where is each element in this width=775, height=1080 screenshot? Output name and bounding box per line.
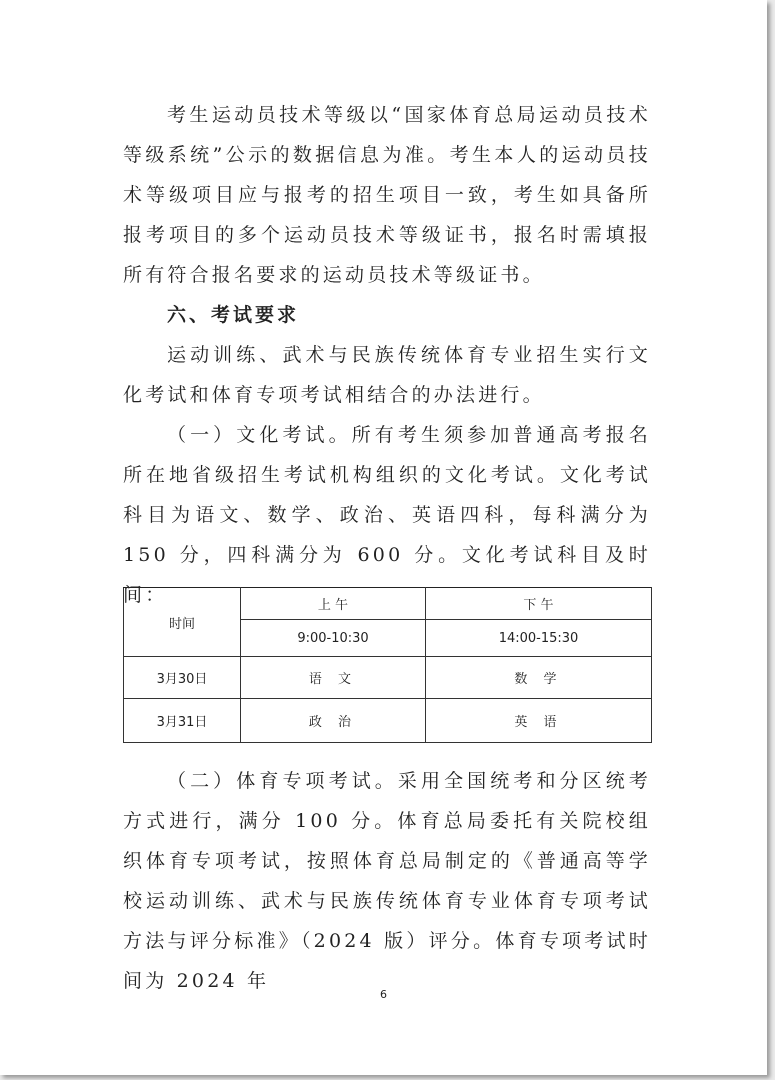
afternoon-time-cell: 14:00-15:30 (426, 620, 652, 657)
paragraph-athlete-level: 考生运动员技术等级以“国家体育总局运动员技术等级系统”公示的数据信息为准。考生本人的运动员技术等级项目应与报考的招生项目一致，考生如具备所报考项目的多个运动员技术等级证书，报名时需填报所有符合报名要求的运动员技术等级证书。 (123, 104, 651, 286)
morning-subject-cell: 语 文 (241, 657, 426, 699)
morning-subject-cell: 政 治 (241, 699, 426, 743)
afternoon-header-cell: 下 午 (426, 588, 652, 620)
table-header-row (124, 588, 652, 620)
date-cell: 3月30日 (124, 657, 241, 699)
afternoon-subject-cell: 英 语 (426, 699, 652, 743)
page-content (123, 95, 651, 1001)
paragraph-sports-exam: （二）体育专项考试。采用全国统考和分区统考方式进行，满分 100 分。体育总局委托有关院校组织体育专项考试，按照体育总局制定的《普通高等学校运动训练、武术与民族传统体育专业体育专项考试方法与评分标准》（2024 版）评分。体育专项考试时间为 2024 年 (123, 770, 651, 992)
exam-schedule-table (123, 587, 652, 743)
afternoon-subject-cell: 数 学 (426, 657, 652, 699)
section-heading-exam-requirements: 六、考试要求 (167, 304, 300, 326)
table-row (124, 657, 652, 699)
date-cell: 3月31日 (124, 699, 241, 743)
paragraph-exam-method: 运动训练、武术与民族传统体育专业招生实行文化考试和体育专项考试相结合的办法进行。 (123, 344, 651, 406)
time-header-cell: 时间 (124, 588, 241, 657)
paragraph-cultural-exam: （一）文化考试。所有考生须参加普通高考报名所在地省级招生考试机构组织的文化考试。文化考试科目为语文、数学、政治、英语四科，每科满分为 150 分，四科满分为 600 分。文化考试科目及时间： (123, 424, 651, 606)
page-number: 6 (380, 988, 387, 1001)
morning-time-cell: 9:00-10:30 (241, 620, 426, 657)
morning-header-cell: 上 午 (241, 588, 426, 620)
table-row (124, 699, 652, 743)
